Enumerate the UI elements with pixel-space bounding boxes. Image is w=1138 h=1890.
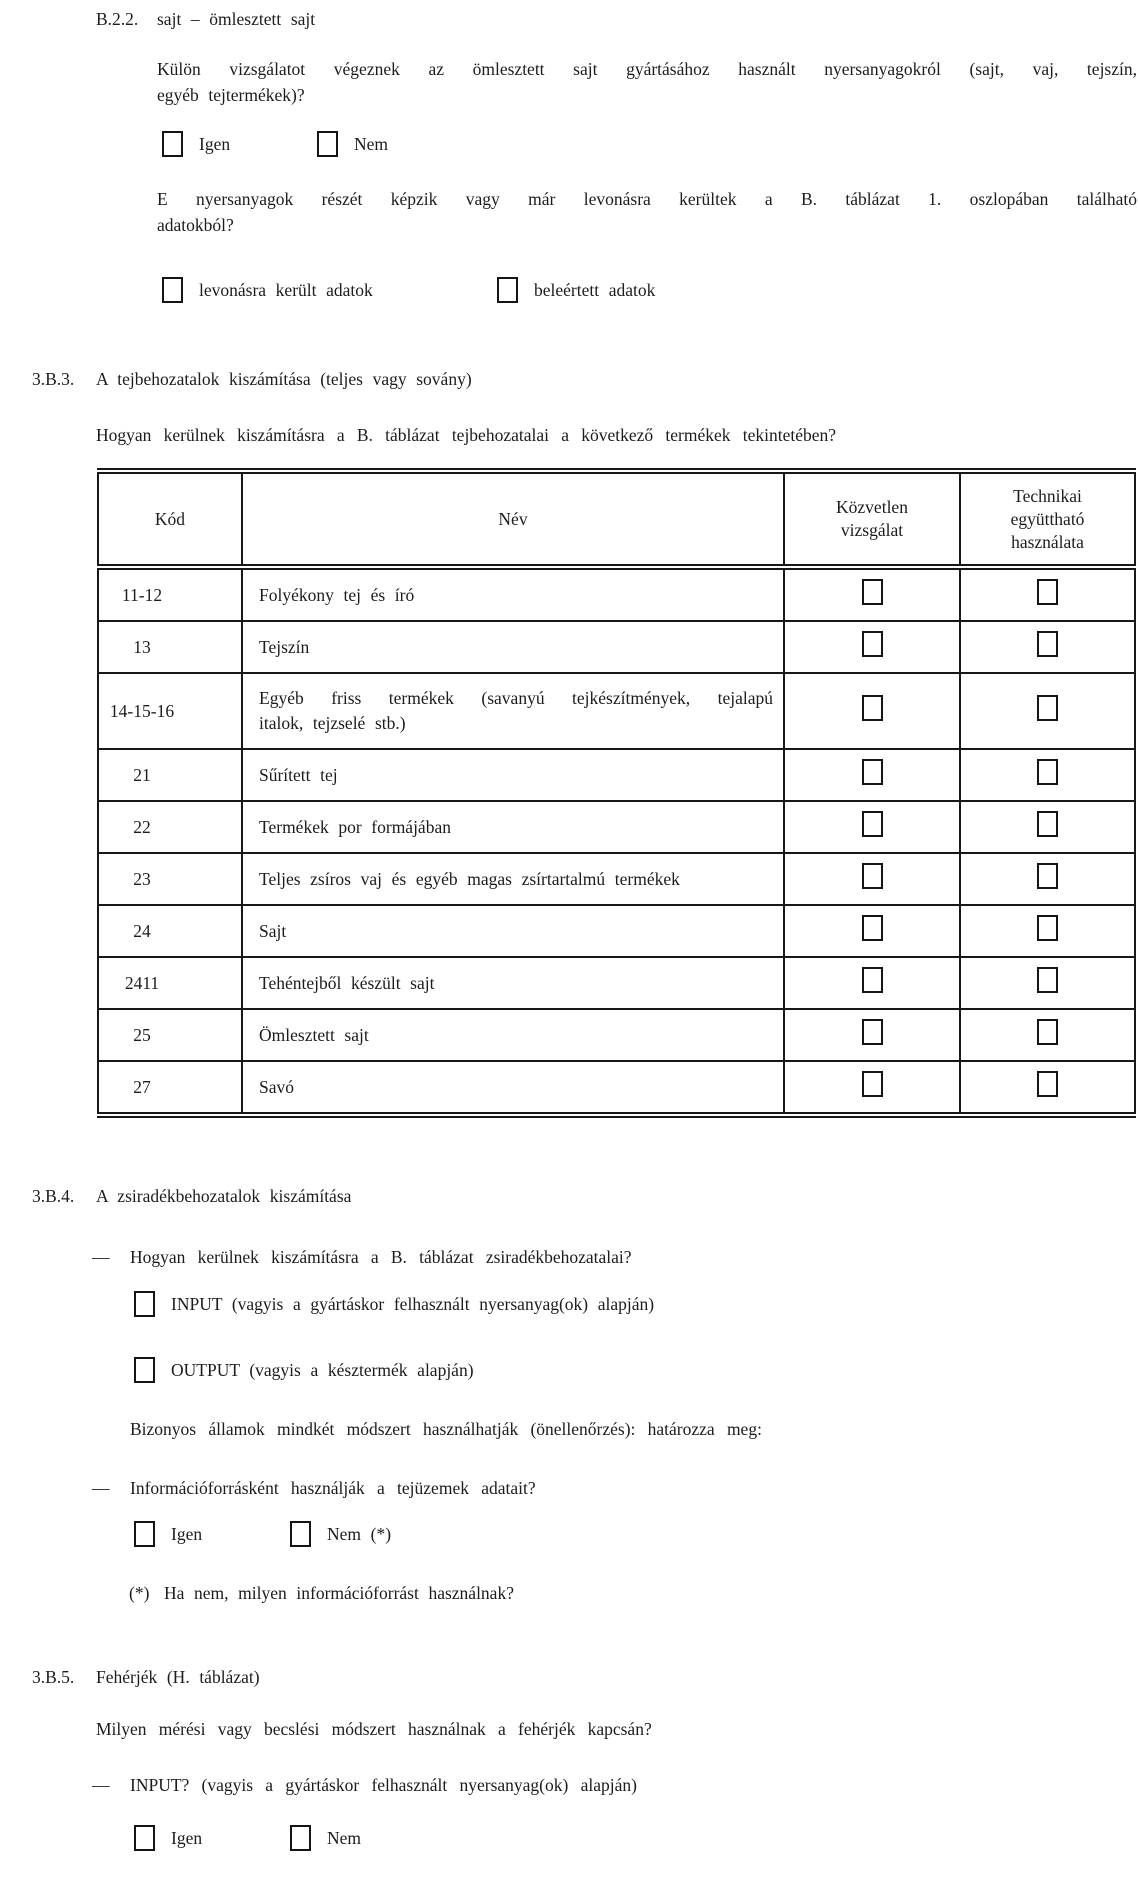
checkbox-option-input[interactable]	[134, 1290, 654, 1318]
dash-icon: —	[92, 1775, 110, 1795]
question-fat-intake	[92, 1244, 1092, 1270]
code-cell: 2411	[98, 957, 242, 1009]
checkbox-empty-icon[interactable]	[290, 1825, 311, 1851]
section-number: B.2.2.	[96, 9, 139, 29]
section-heading-3b3	[32, 366, 472, 392]
section-number: 3.B.5.	[32, 1667, 75, 1687]
question-line: adatokból?	[157, 215, 234, 235]
name-cell: Sajt	[242, 905, 784, 957]
section-heading-3b4	[32, 1183, 351, 1209]
checkbox-label: Nem (*)	[327, 1524, 392, 1544]
checkbox-empty-icon[interactable]	[862, 863, 883, 889]
question-data-deducted	[157, 186, 1137, 238]
code-cell: 21	[98, 749, 242, 801]
checkbox-label: OUTPUT (vagyis a késztermék alapján)	[171, 1360, 474, 1380]
checkbox-empty-icon[interactable]	[1037, 631, 1058, 657]
table-row	[98, 749, 1135, 801]
question-line: E nyersanyagok részét képzik vagy már levonásra kerültek a B. táblázat 1. oszlopában található	[157, 189, 1137, 209]
direct-check-cell	[784, 1061, 960, 1115]
table-row	[98, 1009, 1135, 1061]
direct-check-cell	[784, 905, 960, 957]
technical-check-cell	[960, 673, 1135, 749]
question-text: Információforrásként használják a tejüzemek adatait?	[130, 1478, 536, 1498]
question-protein-method: Milyen mérési vagy becslési módszert használnak a fehérjék kapcsán?	[96, 1719, 652, 1739]
code-cell: 13	[98, 621, 242, 673]
dash-icon: —	[92, 1478, 110, 1498]
question-text: Hogyan kerülnek kiszámításra a B. táblázat zsiradékbehozatalai?	[130, 1247, 632, 1267]
checkbox-empty-icon[interactable]	[862, 811, 883, 837]
checkbox-empty-icon[interactable]	[1037, 863, 1058, 889]
section-title: A tejbehozatalok kiszámítása (teljes vagy sovány)	[96, 369, 472, 389]
checkbox-label: Nem	[354, 134, 389, 154]
self-check-note: Bizonyos államok mindkét módszert használhatják (önellenőrzés): határozza meg:	[130, 1419, 762, 1439]
dash-icon: —	[92, 1247, 110, 1267]
question-info-source	[92, 1475, 1092, 1501]
column-header-direct: Közvetlen vizsgálat	[784, 471, 960, 567]
checkbox-option-yes[interactable]	[134, 1520, 202, 1548]
checkbox-label: levonásra került adatok	[199, 280, 373, 300]
footnote-marker: (*)	[129, 1583, 150, 1603]
table-header-row	[98, 471, 1135, 567]
column-header-code: Kód	[98, 471, 242, 567]
checkbox-empty-icon[interactable]	[134, 1357, 155, 1383]
checkbox-empty-icon[interactable]	[862, 1019, 883, 1045]
checkbox-label: Nem	[327, 1828, 362, 1848]
checkbox-empty-icon[interactable]	[1037, 695, 1058, 721]
code-cell: 11-12	[98, 567, 242, 621]
technical-check-cell	[960, 567, 1135, 621]
direct-check-cell	[784, 801, 960, 853]
checkbox-empty-icon[interactable]	[134, 1291, 155, 1317]
checkbox-empty-icon[interactable]	[862, 579, 883, 605]
checkbox-empty-icon[interactable]	[1037, 1019, 1058, 1045]
checkbox-option-included[interactable]	[497, 276, 655, 304]
direct-check-cell	[784, 621, 960, 673]
table-row	[98, 853, 1135, 905]
section-number: 3.B.4.	[32, 1186, 75, 1206]
checkbox-empty-icon[interactable]	[862, 1071, 883, 1097]
technical-check-cell	[960, 1061, 1135, 1115]
question-raw-materials	[157, 56, 1137, 108]
table-row	[98, 621, 1135, 673]
direct-check-cell	[784, 853, 960, 905]
section-title: sajt – ömlesztett sajt	[157, 9, 316, 29]
direct-check-cell	[784, 957, 960, 1009]
column-header-technical: Technikai együttható használata	[960, 471, 1135, 567]
table-row	[98, 1061, 1135, 1115]
section-title: Fehérjék (H. táblázat)	[96, 1667, 260, 1687]
section-title: A zsiradékbehozatalok kiszámítása	[96, 1186, 352, 1206]
checkbox-empty-icon[interactable]	[862, 967, 883, 993]
section-heading-b22	[96, 6, 315, 32]
technical-check-cell	[960, 905, 1135, 957]
checkbox-empty-icon[interactable]	[497, 277, 518, 303]
question-text: INPUT? (vagyis a gyártáskor felhasznált nyersanyag(ok) alapján)	[130, 1775, 637, 1795]
checkbox-empty-icon[interactable]	[862, 695, 883, 721]
name-cell: Teljes zsíros vaj és egyéb magas zsírtartalmú termékek	[242, 853, 784, 905]
direct-check-cell	[784, 673, 960, 749]
table-intro-question: Hogyan kerülnek kiszámításra a B. táblázat tejbehozatalai a következő termékek tekintetében?	[96, 425, 837, 445]
question-protein-input	[92, 1772, 1092, 1798]
code-cell: 25	[98, 1009, 242, 1061]
direct-check-cell	[784, 567, 960, 621]
checkbox-empty-icon[interactable]	[1037, 967, 1058, 993]
name-cell: Ömlesztett sajt	[242, 1009, 784, 1061]
code-cell: 22	[98, 801, 242, 853]
checkbox-empty-icon[interactable]	[862, 631, 883, 657]
table-row	[98, 673, 1135, 749]
footnote	[129, 1580, 1129, 1606]
checkbox-label: Igen	[171, 1828, 203, 1848]
code-cell: 24	[98, 905, 242, 957]
checkbox-option-yes[interactable]	[162, 130, 230, 158]
checkbox-empty-icon[interactable]	[862, 915, 883, 941]
checkbox-empty-icon[interactable]	[290, 1521, 311, 1547]
table-row	[98, 801, 1135, 853]
checkbox-option-yes[interactable]	[134, 1824, 202, 1852]
checkbox-empty-icon[interactable]	[162, 277, 183, 303]
table-row	[98, 567, 1135, 621]
name-cell	[242, 673, 784, 749]
checkbox-empty-icon[interactable]	[862, 759, 883, 785]
checkbox-option-no[interactable]	[290, 1824, 361, 1852]
question-line: egyéb tejtermékek)?	[157, 85, 305, 105]
checkbox-option-no[interactable]	[290, 1520, 391, 1548]
checkbox-empty-icon[interactable]	[134, 1825, 155, 1851]
name-cell: Tehéntejből készült sajt	[242, 957, 784, 1009]
table-row	[98, 957, 1135, 1009]
name-cell: Sűrített tej	[242, 749, 784, 801]
section-heading-3b5	[32, 1664, 260, 1690]
code-cell: 23	[98, 853, 242, 905]
checkbox-empty-icon[interactable]	[1037, 759, 1058, 785]
technical-check-cell	[960, 621, 1135, 673]
name-line: Egyéb friss termékek (savanyú tejkészítmények, tejalapú	[259, 688, 773, 708]
checkbox-empty-icon[interactable]	[1037, 579, 1058, 605]
technical-check-cell	[960, 749, 1135, 801]
technical-check-cell	[960, 801, 1135, 853]
technical-check-cell	[960, 853, 1135, 905]
checkbox-empty-icon[interactable]	[162, 131, 183, 157]
checkbox-label: Igen	[199, 134, 231, 154]
footnote-text: Ha nem, milyen információforrást használnak?	[164, 1583, 514, 1603]
name-cell: Folyékony tej és író	[242, 567, 784, 621]
milk-intake-table	[97, 468, 1136, 1118]
name-line: italok, tejzselé stb.)	[259, 713, 406, 733]
code-cell: 27	[98, 1061, 242, 1115]
technical-check-cell	[960, 957, 1135, 1009]
column-header-name: Név	[242, 471, 784, 567]
direct-check-cell	[784, 1009, 960, 1061]
checkbox-option-output[interactable]	[134, 1356, 474, 1384]
checkbox-label: beleértett adatok	[534, 280, 656, 300]
name-cell: Savó	[242, 1061, 784, 1115]
question-line: Külön vizsgálatot végeznek az ömlesztett sajt gyártásához használt nyersanyagokról (sajt, vaj, tejszín,	[157, 59, 1137, 79]
name-cell: Termékek por formájában	[242, 801, 784, 853]
name-cell: Tejszín	[242, 621, 784, 673]
technical-check-cell	[960, 1009, 1135, 1061]
checkbox-label: INPUT (vagyis a gyártáskor felhasznált nyersanyag(ok) alapján)	[171, 1294, 655, 1314]
checkbox-empty-icon[interactable]	[1037, 1071, 1058, 1097]
table-row	[98, 905, 1135, 957]
checkbox-label: Igen	[171, 1524, 203, 1544]
checkbox-empty-icon[interactable]	[1037, 915, 1058, 941]
direct-check-cell	[784, 749, 960, 801]
checkbox-option-deducted[interactable]	[162, 276, 373, 304]
code-cell: 14-15-16	[98, 673, 242, 749]
checkbox-empty-icon[interactable]	[134, 1521, 155, 1547]
checkbox-empty-icon[interactable]	[317, 131, 338, 157]
checkbox-option-no[interactable]	[317, 130, 388, 158]
checkbox-empty-icon[interactable]	[1037, 811, 1058, 837]
section-number: 3.B.3.	[32, 369, 75, 389]
